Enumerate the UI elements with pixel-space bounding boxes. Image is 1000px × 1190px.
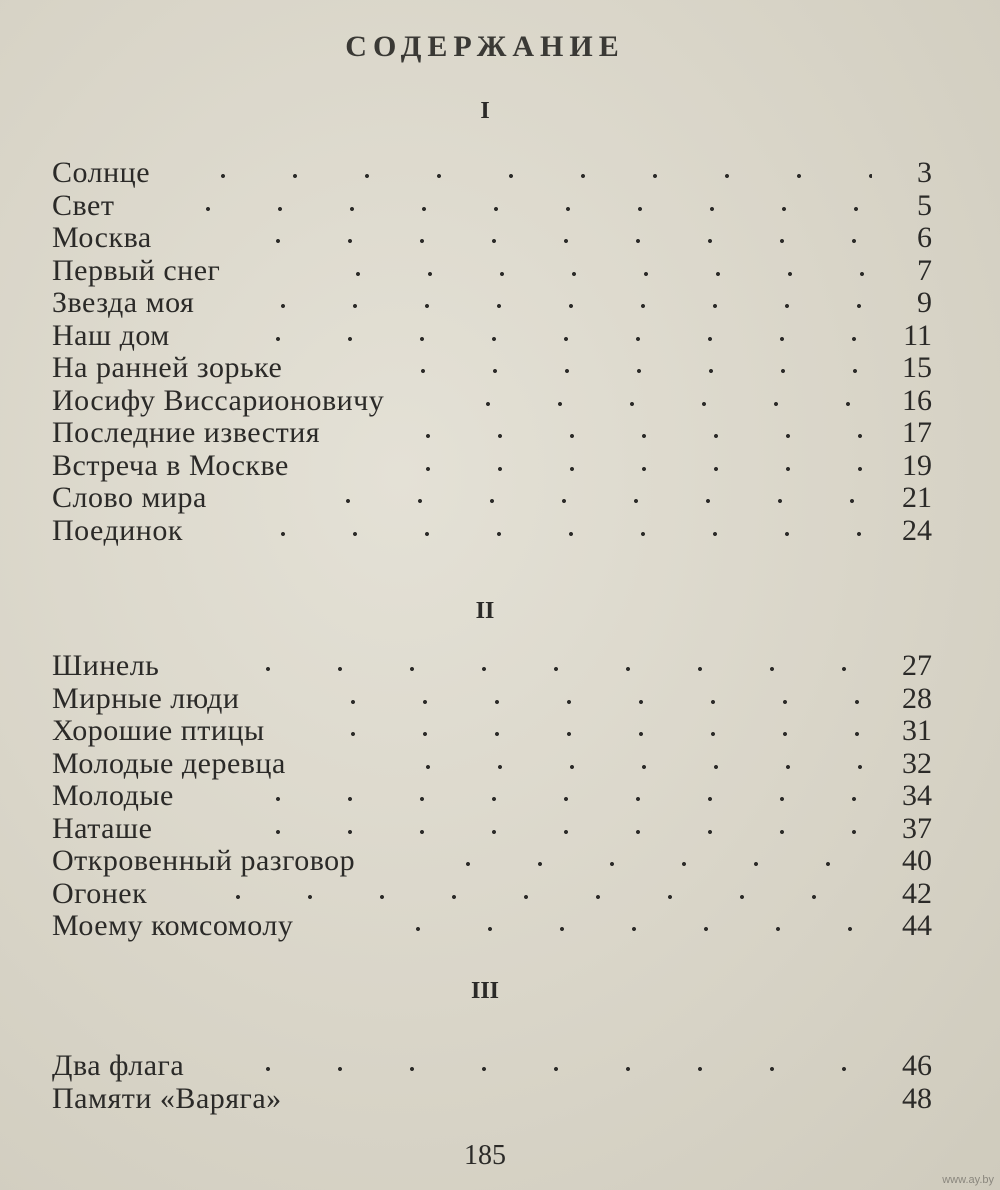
entry-title: Свет xyxy=(52,188,115,222)
section-numeral-1: I xyxy=(480,98,490,124)
entry-page: 17 xyxy=(902,416,932,449)
entry-title: Откровенный разговор xyxy=(52,844,356,877)
entry-title: Солнце xyxy=(52,156,151,189)
entry-page: 27 xyxy=(902,649,932,682)
toc-entry xyxy=(52,748,932,781)
entry-page: 31 xyxy=(902,714,932,747)
entry-page: 15 xyxy=(902,351,932,384)
toc-section-3 xyxy=(52,1050,932,1115)
toc-entry xyxy=(52,683,932,716)
entry-title: Звезда моя xyxy=(52,286,195,319)
entry-page: 3 xyxy=(917,156,932,189)
entry-title: Наташе xyxy=(52,811,153,845)
entry-page: 7 xyxy=(917,253,932,287)
entry-page: 28 xyxy=(902,681,932,715)
entry-page: 6 xyxy=(917,221,932,254)
section-numeral-3: III xyxy=(470,978,500,1004)
toc-entry xyxy=(52,910,932,943)
toc-entry xyxy=(52,515,932,548)
toc-entry xyxy=(52,1050,932,1083)
entry-title: Моему комсомолу xyxy=(52,909,294,942)
toc-entry xyxy=(52,157,932,190)
entry-title: Памяти «Варяга» xyxy=(52,1081,282,1115)
entry-title: Последние известия xyxy=(52,416,321,449)
toc-entry xyxy=(52,813,932,846)
entry-title: Молодые xyxy=(52,779,174,812)
toc-entry xyxy=(52,450,932,483)
toc-entry xyxy=(52,287,932,320)
toc-entry xyxy=(52,878,932,911)
toc-entry xyxy=(52,385,932,418)
entry-page: 5 xyxy=(917,188,932,222)
entry-page: 11 xyxy=(903,318,932,352)
entry-title: Два флага xyxy=(52,1049,185,1082)
entry-title: Иосифу Виссарионовичу xyxy=(52,383,385,417)
entry-page: 37 xyxy=(902,811,932,845)
entry-title: Молодые деревца xyxy=(52,746,286,780)
entry-title: Встреча в Москве xyxy=(52,448,289,482)
toc-entry xyxy=(52,417,932,450)
toc-entry xyxy=(52,715,932,748)
toc-entry xyxy=(52,352,932,385)
entry-page: 46 xyxy=(902,1049,932,1082)
toc-entry xyxy=(52,780,932,813)
toc-entry xyxy=(52,190,932,223)
toc-entry xyxy=(52,222,932,255)
entry-page: 16 xyxy=(902,383,932,417)
toc-entry xyxy=(52,1083,932,1116)
toc-section-2 xyxy=(52,650,932,943)
page-number: 185 xyxy=(464,1140,506,1171)
toc-entry xyxy=(52,845,932,878)
toc-entry xyxy=(52,255,932,288)
entry-page: 34 xyxy=(902,779,932,812)
entry-page: 48 xyxy=(902,1081,932,1115)
entry-title: Хорошие птицы xyxy=(52,714,265,747)
watermark: www.ay.by xyxy=(942,1174,994,1186)
entry-title: Шинель xyxy=(52,649,160,682)
page-title: СОДЕРЖАНИЕ xyxy=(345,30,625,63)
entry-title: Поединок xyxy=(52,513,183,547)
entry-title: Слово мира xyxy=(52,481,207,514)
toc-entry xyxy=(52,482,932,515)
toc-entry xyxy=(52,320,932,353)
entry-page: 24 xyxy=(902,513,932,547)
section-numeral-2: II xyxy=(475,598,495,624)
toc-section-1 xyxy=(52,157,932,547)
entry-page: 44 xyxy=(902,909,932,942)
entry-page: 19 xyxy=(902,448,932,482)
entry-title: Наш дом xyxy=(52,318,170,352)
entry-title: Первый снег xyxy=(52,253,221,287)
entry-title: Огонек xyxy=(52,876,148,910)
entry-page: 9 xyxy=(917,286,932,319)
toc-entry xyxy=(52,650,932,683)
entry-page: 21 xyxy=(902,481,932,514)
entry-page: 40 xyxy=(902,844,932,877)
entry-page: 32 xyxy=(902,746,932,780)
entry-page: 42 xyxy=(902,876,932,910)
entry-title: Мирные люди xyxy=(52,681,240,715)
entry-title: Москва xyxy=(52,221,152,254)
entry-title: На ранней зорьке xyxy=(52,351,283,384)
